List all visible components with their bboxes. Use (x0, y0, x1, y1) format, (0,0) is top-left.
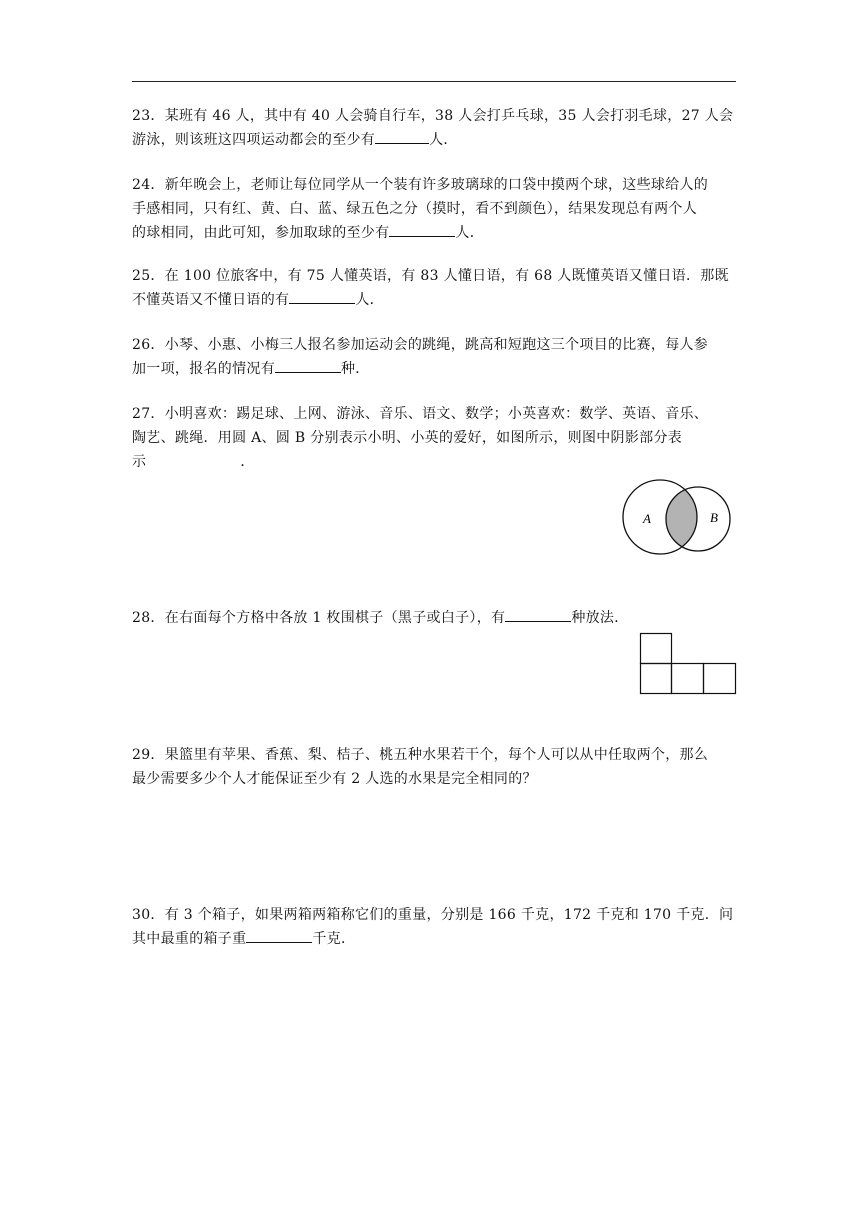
question-29-line-2: 最少需要多少个人才能保证至少有 2 人选的水果是完全相同的？ (132, 771, 537, 787)
question-26-line-2: 加一项，报名的情况有 (132, 361, 275, 377)
question-26-line-1: 26．小琴、小惠、小梅三人报名参加运动会的跳绳，跳高和短跑这三个项目的比赛，每人参 (132, 337, 709, 353)
question-24-line-2: 手感相同，只有红、黄、白、蓝、绿五色之分（摸时，看不到颜色），结果发现总有两个人 (132, 201, 697, 217)
venn-label-b: B (710, 510, 718, 525)
question-30-line-2-end: 千克． (312, 931, 356, 947)
question-27-line-2: 陶艺、跳绳．用圆 A、圆 B 分别表示小明、小英的爱好，如图所示，则图中阴影部分表 (132, 430, 683, 446)
question-30-line-1: 30．有 3 个箱子，如果两箱两箱称它们的重量，分别是 166 千克，172 千克和 170 千克．问 (132, 907, 734, 923)
answer-blank[interactable] (389, 222, 455, 237)
question-26 (132, 333, 738, 381)
question-27-line-3-end: ． (240, 454, 255, 470)
question-24-line-1: 24．新年晚会上，老师让每位同学从一个装有许多玻璃球的口袋中摸两个球，这些球给人的 (132, 177, 709, 193)
question-25-line-2-end: 人． (355, 292, 384, 308)
grid-cell (641, 664, 672, 694)
question-29 (132, 743, 738, 791)
answer-blank[interactable] (505, 607, 571, 622)
grid-cell (641, 634, 672, 664)
question-24 (132, 173, 738, 245)
question-24-line-3: 的球相同，由此可知，参加取球的至少有 (132, 225, 390, 241)
question-25-line-2: 不懂英语又不懂日语的有 (132, 292, 290, 308)
venn-diagram (618, 475, 738, 555)
question-30-line-2: 其中最重的箱子重 (132, 931, 247, 947)
answer-blank[interactable] (375, 129, 429, 144)
question-29-line-1: 29．果篮里有苹果、香蕉、梨、桔子、桃五种水果若干个，每个人可以从中任取两个，那么 (132, 747, 709, 763)
answer-blank[interactable] (289, 289, 355, 304)
question-23 (132, 104, 738, 152)
question-30 (132, 903, 738, 951)
question-28-line-1-end: 种放法． (571, 610, 629, 626)
question-23-line-2: 游泳，则该班这四项运动都会的至少有 (132, 132, 376, 148)
question-24-line-3-end: 人． (455, 225, 485, 241)
question-27-line-1: 27．小明喜欢：踢足球、上网、游泳、音乐、语文、数学；小英喜欢：数学、英语、音乐、 (132, 406, 709, 422)
question-28 (132, 606, 738, 630)
header-rule (132, 81, 736, 82)
grid-figure (640, 633, 737, 695)
answer-blank[interactable] (275, 358, 341, 373)
question-26-line-2-end: 种． (341, 361, 370, 377)
question-25-line-1: 25．在 100 位旅客中，有 75 人懂英语，有 83 人懂日语，有 68 人既懂英语又懂日语．那既 (132, 268, 729, 284)
question-28-line-1: 28．在右面每个方格中各放 1 枚围棋子（黑子或白子），有 (132, 610, 506, 626)
venn-label-a: A (643, 511, 651, 526)
question-25 (132, 264, 738, 312)
grid-cell (672, 664, 704, 694)
grid-cell (704, 664, 736, 694)
question-23-line-2-end: 人． (429, 132, 458, 148)
answer-blank[interactable] (246, 928, 312, 943)
question-27-line-3: 示 (132, 454, 147, 470)
question-27 (132, 402, 738, 474)
question-23-line-1: 23．某班有 46 人，其中有 40 人会骑自行车，38 人会打乒乓球，35 人会打羽毛球，27 人会 (132, 108, 734, 124)
